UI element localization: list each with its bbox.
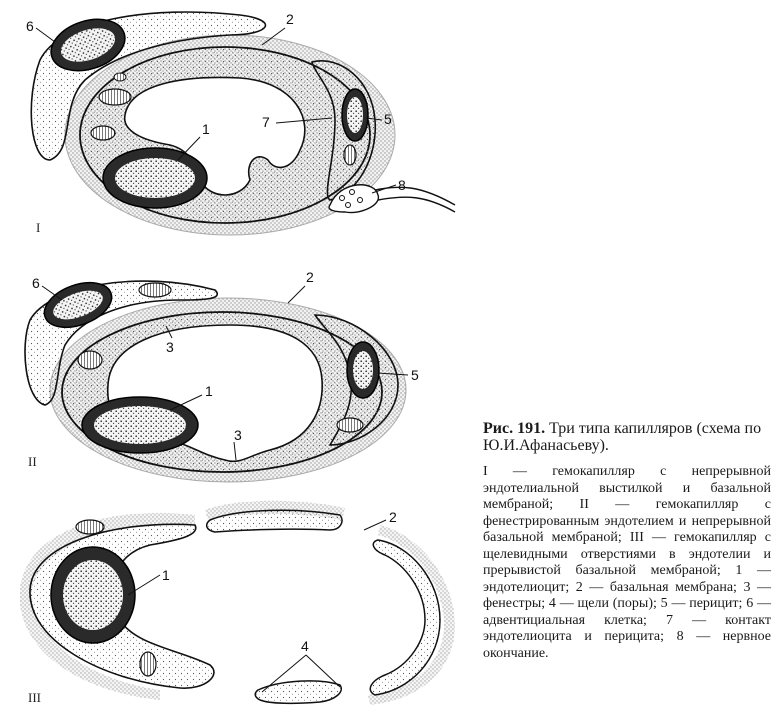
nucleus-chromatin bbox=[94, 406, 186, 444]
callout-3: 3 bbox=[166, 339, 174, 355]
panel-3 bbox=[20, 501, 455, 705]
mitochondrion bbox=[91, 126, 115, 140]
callout-1: 1 bbox=[205, 383, 213, 399]
callout-8: 8 bbox=[398, 177, 406, 193]
panel-label-3: III bbox=[28, 690, 41, 705]
mitochondrion bbox=[99, 89, 131, 105]
nucleus-chromatin bbox=[63, 560, 123, 630]
panel-2 bbox=[25, 269, 419, 482]
callout-3b: 3 bbox=[234, 427, 242, 443]
pericyte-chromatin bbox=[353, 351, 373, 389]
pericyte-chromatin bbox=[347, 97, 363, 133]
nerve-ending bbox=[329, 185, 455, 213]
callout-5: 5 bbox=[411, 367, 419, 383]
callout-6: 6 bbox=[32, 275, 40, 291]
mitochondrion bbox=[344, 145, 356, 165]
callout-7: 7 bbox=[262, 114, 270, 130]
mitochondrion bbox=[337, 418, 363, 432]
caption-title bbox=[483, 420, 771, 454]
callout-1: 1 bbox=[162, 567, 170, 583]
mitochondrion bbox=[114, 73, 126, 81]
callout-1: 1 bbox=[202, 121, 210, 137]
caption-title-text: Три типа капилляров (схема по Ю.И.Афанасьеву). bbox=[483, 420, 762, 454]
panel-label-2: II bbox=[28, 454, 37, 469]
callout-6: 6 bbox=[26, 18, 34, 34]
caption-body: I — гемокапилляр с непрерывной эндотелиальной выстилкой и базальной мембраной; II — гемокапилляр с фенестрированным эндотелием и непрерывной базальной мембраной; III — гемокапилляр с щелевидными отверстиями в эндотелии и прерывистой базальной мембраной; 1 — эндотелиоцит; 2 — базальная мембрана; 3 — фенестры; 4 — щели (поры); 5 — перицит; 6 — адвентициальная клетка; 7 — контакт эндотелиоцита и перицита; 8 — нервное окончание. bbox=[483, 464, 771, 661]
mitochondrion bbox=[139, 283, 171, 297]
mitochondrion bbox=[78, 351, 102, 369]
mitochondrion bbox=[76, 520, 104, 534]
callout-2: 2 bbox=[389, 509, 397, 525]
endothelial-cell bbox=[255, 681, 341, 703]
callout-5: 5 bbox=[384, 111, 392, 127]
mitochondrion bbox=[140, 652, 156, 676]
callout-2: 2 bbox=[286, 11, 294, 27]
callout-4: 4 bbox=[301, 638, 309, 654]
callout-2: 2 bbox=[306, 269, 314, 285]
figure-caption bbox=[483, 420, 771, 662]
nucleus-chromatin bbox=[115, 158, 195, 198]
panel-1 bbox=[26, 10, 455, 235]
caption-figure-number: Рис. 191. bbox=[483, 420, 546, 437]
panel-label-1: I bbox=[36, 220, 41, 235]
